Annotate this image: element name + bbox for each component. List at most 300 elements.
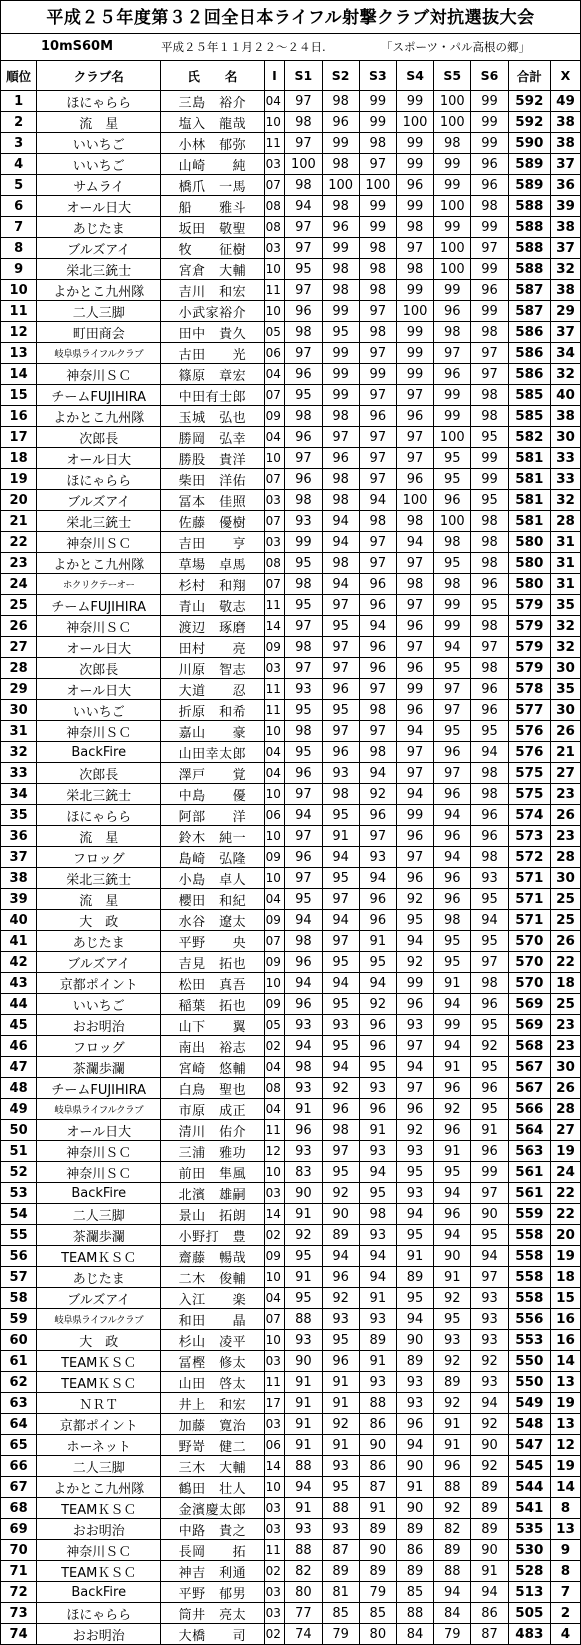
rank-cell: 53	[1, 1183, 37, 1204]
total-cell: 535	[508, 1519, 550, 1540]
code-cell: 09	[264, 994, 285, 1015]
code-cell: 07	[264, 175, 285, 196]
s6-cell: 99	[471, 112, 508, 133]
s5-cell: 100	[434, 427, 471, 448]
s3-cell: 94	[359, 973, 396, 994]
x-count-cell: 12	[550, 1435, 580, 1456]
code-cell: 04	[264, 1099, 285, 1120]
total-cell: 570	[508, 973, 550, 994]
club-cell: オール日大	[37, 637, 161, 658]
s3-cell: 99	[359, 196, 396, 217]
s3-cell: 99	[359, 217, 396, 238]
code-cell: 10	[264, 973, 285, 994]
club-cell: TEAMＫＳＣ	[37, 1351, 161, 1372]
x-count-cell: 30	[550, 658, 580, 679]
total-cell: 588	[508, 259, 550, 280]
s1-cell: 94	[285, 910, 322, 931]
rank-cell: 37	[1, 847, 37, 868]
s1-cell: 93	[285, 511, 322, 532]
s6-cell: 99	[471, 133, 508, 154]
club-cell: 京都ポイント	[37, 1414, 161, 1435]
x-count-cell: 13	[550, 1414, 580, 1435]
rank-cell: 63	[1, 1393, 37, 1414]
s3-cell: 94	[359, 490, 396, 511]
s3-cell: 99	[359, 364, 396, 385]
s5-cell: 91	[434, 1057, 471, 1078]
s5-cell: 79	[434, 1624, 471, 1645]
table-row	[1, 301, 581, 322]
header-x: X	[550, 61, 580, 91]
s3-cell: 98	[359, 700, 396, 721]
s6-cell: 94	[471, 910, 508, 931]
x-count-cell: 32	[550, 259, 580, 280]
s3-cell: 98	[359, 133, 396, 154]
s6-cell: 99	[471, 301, 508, 322]
table-row	[1, 406, 581, 427]
shooter-name-cell: 大道 忍	[161, 679, 264, 700]
s2-cell: 94	[322, 511, 359, 532]
table-row	[1, 994, 581, 1015]
code-cell: 10	[264, 721, 285, 742]
x-count-cell: 38	[550, 112, 580, 133]
code-cell: 02	[264, 1561, 285, 1582]
table-row	[1, 196, 581, 217]
code-cell: 03	[264, 1498, 285, 1519]
code-cell: 17	[264, 1393, 285, 1414]
shooter-name-cell: 橋爪 一馬	[161, 175, 264, 196]
s3-cell: 97	[359, 721, 396, 742]
s5-cell: 96	[434, 826, 471, 847]
s1-cell: 93	[285, 1519, 322, 1540]
code-cell: 08	[264, 1078, 285, 1099]
s3-cell: 96	[359, 658, 396, 679]
table-row	[1, 364, 581, 385]
x-count-cell: 19	[550, 1456, 580, 1477]
s1-cell: 96	[285, 1120, 322, 1141]
s5-cell: 96	[434, 1456, 471, 1477]
event-dates: 平成２５年１１月２２～２４日.	[161, 40, 326, 54]
s1-cell: 97	[285, 238, 322, 259]
s5-cell: 82	[434, 1519, 471, 1540]
table-row	[1, 805, 581, 826]
s5-cell: 96	[434, 490, 471, 511]
s5-cell: 99	[434, 154, 471, 175]
s5-cell: 95	[434, 1309, 471, 1330]
shooter-name-cell: 小野打 豊	[161, 1225, 264, 1246]
s3-cell: 91	[359, 1288, 396, 1309]
s3-cell: 96	[359, 637, 396, 658]
total-cell: 588	[508, 238, 550, 259]
x-count-cell: 23	[550, 784, 580, 805]
s3-cell: 99	[359, 112, 396, 133]
x-count-cell: 26	[550, 721, 580, 742]
s6-cell: 87	[471, 1624, 508, 1645]
s3-cell: 100	[359, 175, 396, 196]
s1-cell: 94	[285, 1477, 322, 1498]
shooter-name-cell: 南出 裕志	[161, 1036, 264, 1057]
s3-cell: 96	[359, 1099, 396, 1120]
s3-cell: 96	[359, 805, 396, 826]
s5-cell: 98	[434, 133, 471, 154]
x-count-cell: 23	[550, 1036, 580, 1057]
s4-cell: 94	[396, 1309, 433, 1330]
s1-cell: 98	[285, 637, 322, 658]
total-cell: 571	[508, 889, 550, 910]
s5-cell: 95	[434, 658, 471, 679]
shooter-name-cell: 山下 翼	[161, 1015, 264, 1036]
s3-cell: 86	[359, 1456, 396, 1477]
rank-cell: 64	[1, 1414, 37, 1435]
s6-cell: 93	[471, 1309, 508, 1330]
club-cell: チームFUJIHIRA	[37, 1078, 161, 1099]
club-cell: 神奈川ＳＣ	[37, 616, 161, 637]
s2-cell: 94	[322, 910, 359, 931]
s3-cell: 89	[359, 1330, 396, 1351]
table-row	[1, 469, 581, 490]
s5-cell: 100	[434, 196, 471, 217]
s6-cell: 96	[471, 805, 508, 826]
s1-cell: 98	[285, 406, 322, 427]
s5-cell: 94	[434, 994, 471, 1015]
total-cell: 569	[508, 1015, 550, 1036]
s3-cell: 97	[359, 448, 396, 469]
x-count-cell: 30	[550, 700, 580, 721]
table-row	[1, 952, 581, 973]
s2-cell: 92	[322, 1288, 359, 1309]
s2-cell: 96	[322, 679, 359, 700]
total-cell: 558	[508, 1225, 550, 1246]
rank-cell: 55	[1, 1225, 37, 1246]
s6-cell: 97	[471, 1267, 508, 1288]
s5-cell: 97	[434, 343, 471, 364]
rank-cell: 44	[1, 994, 37, 1015]
code-cell: 10	[264, 1330, 285, 1351]
table-row	[1, 490, 581, 511]
rank-cell: 46	[1, 1036, 37, 1057]
s3-cell: 93	[359, 1078, 396, 1099]
s3-cell: 93	[359, 1225, 396, 1246]
s4-cell: 93	[396, 1183, 433, 1204]
s1-cell: 97	[285, 91, 322, 112]
s1-cell: 92	[285, 1225, 322, 1246]
s2-cell: 96	[322, 1099, 359, 1120]
rank-cell: 23	[1, 553, 37, 574]
code-cell: 10	[264, 1477, 285, 1498]
s4-cell: 95	[396, 1162, 433, 1183]
s5-cell: 89	[434, 1540, 471, 1561]
shooter-name-cell: 牧 征樹	[161, 238, 264, 259]
shooter-name-cell: 入江 楽	[161, 1288, 264, 1309]
s1-cell: 96	[285, 469, 322, 490]
shooter-name-cell: 田村 亮	[161, 637, 264, 658]
s3-cell: 80	[359, 1624, 396, 1645]
s1-cell: 91	[285, 1414, 322, 1435]
table-row	[1, 1057, 581, 1078]
results-body	[1, 91, 581, 1645]
code-cell: 08	[264, 196, 285, 217]
s4-cell: 95	[396, 910, 433, 931]
s6-cell: 89	[471, 1519, 508, 1540]
x-count-cell: 4	[550, 1624, 580, 1645]
total-cell: 588	[508, 196, 550, 217]
s6-cell: 97	[471, 364, 508, 385]
s4-cell: 98	[396, 217, 433, 238]
s3-cell: 93	[359, 1309, 396, 1330]
x-count-cell: 16	[550, 1330, 580, 1351]
s3-cell: 91	[359, 1120, 396, 1141]
s2-cell: 98	[322, 1120, 359, 1141]
s4-cell: 90	[396, 1456, 433, 1477]
x-count-cell: 20	[550, 1225, 580, 1246]
x-count-cell: 30	[550, 1057, 580, 1078]
table-row	[1, 1183, 581, 1204]
s4-cell: 94	[396, 1435, 433, 1456]
x-count-cell: 30	[550, 427, 580, 448]
s3-cell: 97	[359, 343, 396, 364]
club-cell: 大 政	[37, 1330, 161, 1351]
s5-cell: 93	[434, 1330, 471, 1351]
s6-cell: 96	[471, 826, 508, 847]
club-cell: ＮＲＴ	[37, 1393, 161, 1414]
code-cell: 03	[264, 154, 285, 175]
s1-cell: 90	[285, 1351, 322, 1372]
total-cell: 563	[508, 1141, 550, 1162]
s1-cell: 98	[285, 175, 322, 196]
s4-cell: 98	[396, 574, 433, 595]
s4-cell: 99	[396, 280, 433, 301]
shooter-name-cell: 山崎 純	[161, 154, 264, 175]
s6-cell: 92	[471, 1036, 508, 1057]
s6-cell: 99	[471, 1162, 508, 1183]
results-table	[0, 60, 581, 1645]
code-cell: 09	[264, 952, 285, 973]
total-cell: 550	[508, 1372, 550, 1393]
s1-cell: 82	[285, 1561, 322, 1582]
s3-cell: 99	[359, 91, 396, 112]
club-cell: オール日大	[37, 196, 161, 217]
s5-cell: 100	[434, 91, 471, 112]
s1-cell: 96	[285, 763, 322, 784]
shooter-name-cell: 稲葉 拓也	[161, 994, 264, 1015]
club-cell: BackFire	[37, 742, 161, 763]
total-cell: 576	[508, 721, 550, 742]
code-cell: 09	[264, 910, 285, 931]
s5-cell: 96	[434, 1078, 471, 1099]
x-count-cell: 18	[550, 973, 580, 994]
rank-cell: 25	[1, 595, 37, 616]
club-cell: 流 星	[37, 826, 161, 847]
code-cell: 03	[264, 1603, 285, 1624]
total-cell: 559	[508, 1204, 550, 1225]
s3-cell: 88	[359, 1393, 396, 1414]
x-count-cell: 26	[550, 805, 580, 826]
s2-cell: 98	[322, 553, 359, 574]
s4-cell: 99	[396, 973, 433, 994]
shooter-name-cell: 船 雅斗	[161, 196, 264, 217]
s1-cell: 96	[285, 952, 322, 973]
s4-cell: 97	[396, 742, 433, 763]
s1-cell: 91	[285, 1099, 322, 1120]
s6-cell: 89	[471, 1477, 508, 1498]
total-cell: 568	[508, 1036, 550, 1057]
s5-cell: 96	[434, 868, 471, 889]
club-cell: いいちご	[37, 133, 161, 154]
s4-cell: 84	[396, 1624, 433, 1645]
s3-cell: 98	[359, 511, 396, 532]
table-row	[1, 1288, 581, 1309]
s5-cell: 94	[434, 637, 471, 658]
s4-cell: 91	[396, 1246, 433, 1267]
s5-cell: 97	[434, 700, 471, 721]
x-count-cell: 37	[550, 322, 580, 343]
s6-cell: 92	[471, 1351, 508, 1372]
club-cell: 次郎長	[37, 427, 161, 448]
table-row	[1, 910, 581, 931]
shooter-name-cell: 吉見 拓也	[161, 952, 264, 973]
rank-cell: 73	[1, 1603, 37, 1624]
rank-cell: 6	[1, 196, 37, 217]
s1-cell: 95	[285, 553, 322, 574]
s6-cell: 95	[471, 931, 508, 952]
rank-cell: 71	[1, 1561, 37, 1582]
table-row	[1, 112, 581, 133]
code-cell: 14	[264, 616, 285, 637]
s6-cell: 94	[471, 742, 508, 763]
shooter-name-cell: 吉川 和宏	[161, 280, 264, 301]
s3-cell: 85	[359, 1603, 396, 1624]
x-count-cell: 22	[550, 952, 580, 973]
s3-cell: 97	[359, 301, 396, 322]
s5-cell: 97	[434, 679, 471, 700]
rank-cell: 67	[1, 1477, 37, 1498]
table-row	[1, 217, 581, 238]
x-count-cell: 36	[550, 175, 580, 196]
s5-cell: 99	[434, 175, 471, 196]
club-cell: ブルズアイ	[37, 490, 161, 511]
s4-cell: 93	[396, 1372, 433, 1393]
s6-cell: 90	[471, 1204, 508, 1225]
table-row	[1, 1309, 581, 1330]
code-cell: 10	[264, 301, 285, 322]
club-cell: 二人三脚	[37, 1204, 161, 1225]
s1-cell: 96	[285, 301, 322, 322]
code-cell: 04	[264, 763, 285, 784]
club-cell: おお明治	[37, 1624, 161, 1645]
rank-cell: 61	[1, 1351, 37, 1372]
s3-cell: 94	[359, 868, 396, 889]
s4-cell: 88	[396, 1603, 433, 1624]
s2-cell: 79	[322, 1624, 359, 1645]
s4-cell: 98	[396, 511, 433, 532]
club-cell: 二人三脚	[37, 1456, 161, 1477]
s4-cell: 97	[396, 847, 433, 868]
s3-cell: 92	[359, 784, 396, 805]
s1-cell: 91	[285, 1435, 322, 1456]
s2-cell: 91	[322, 826, 359, 847]
x-count-cell: 27	[550, 1120, 580, 1141]
s1-cell: 91	[285, 1393, 322, 1414]
s1-cell: 98	[285, 112, 322, 133]
total-cell: 561	[508, 1162, 550, 1183]
table-row	[1, 784, 581, 805]
shooter-name-cell: 井上 和宏	[161, 1393, 264, 1414]
x-count-cell: 9	[550, 1540, 580, 1561]
table-row	[1, 175, 581, 196]
table-row	[1, 1540, 581, 1561]
s3-cell: 96	[359, 574, 396, 595]
total-cell: 571	[508, 910, 550, 931]
total-cell: 505	[508, 1603, 550, 1624]
code-cell: 03	[264, 532, 285, 553]
s4-cell: 97	[396, 1078, 433, 1099]
s2-cell: 81	[322, 1582, 359, 1603]
x-count-cell: 18	[550, 1267, 580, 1288]
s1-cell: 91	[285, 1498, 322, 1519]
table-row	[1, 1477, 581, 1498]
s5-cell: 99	[434, 385, 471, 406]
s6-cell: 89	[471, 1498, 508, 1519]
x-count-cell: 21	[550, 742, 580, 763]
s6-cell: 95	[471, 889, 508, 910]
shooter-name-cell: 杉山 凌平	[161, 1330, 264, 1351]
code-cell: 03	[264, 1582, 285, 1603]
shooter-name-cell: 齋藤 暢哉	[161, 1246, 264, 1267]
code-cell: 10	[264, 784, 285, 805]
x-count-cell: 28	[550, 511, 580, 532]
s5-cell: 92	[434, 1288, 471, 1309]
s1-cell: 94	[285, 1036, 322, 1057]
s5-cell: 99	[434, 595, 471, 616]
s1-cell: 95	[285, 1246, 322, 1267]
s6-cell: 91	[471, 1561, 508, 1582]
s2-cell: 94	[322, 532, 359, 553]
s6-cell: 98	[471, 511, 508, 532]
x-count-cell: 26	[550, 1078, 580, 1099]
code-cell: 03	[264, 1519, 285, 1540]
s3-cell: 95	[359, 1183, 396, 1204]
table-row	[1, 280, 581, 301]
total-cell: 528	[508, 1561, 550, 1582]
s3-cell: 91	[359, 931, 396, 952]
x-count-cell: 27	[550, 763, 580, 784]
shooter-name-cell: 二木 俊輔	[161, 1267, 264, 1288]
s2-cell: 95	[322, 1162, 359, 1183]
s4-cell: 96	[396, 826, 433, 847]
table-row	[1, 1078, 581, 1099]
s2-cell: 96	[322, 112, 359, 133]
shooter-name-cell: 冨樫 修太	[161, 1351, 264, 1372]
s6-cell: 94	[471, 1393, 508, 1414]
rank-cell: 33	[1, 763, 37, 784]
table-row	[1, 1267, 581, 1288]
s4-cell: 95	[396, 1225, 433, 1246]
shooter-name-cell: 三木 大輔	[161, 1456, 264, 1477]
table-row	[1, 889, 581, 910]
s3-cell: 90	[359, 1540, 396, 1561]
s2-cell: 92	[322, 1414, 359, 1435]
table-row	[1, 1162, 581, 1183]
s5-cell: 98	[434, 574, 471, 595]
x-count-cell: 38	[550, 133, 580, 154]
s2-cell: 92	[322, 1183, 359, 1204]
s2-cell: 98	[322, 259, 359, 280]
x-count-cell: 22	[550, 1183, 580, 1204]
shooter-name-cell: 草場 卓馬	[161, 553, 264, 574]
total-cell: 579	[508, 658, 550, 679]
shooter-name-cell: 古田 光	[161, 343, 264, 364]
x-count-cell: 32	[550, 364, 580, 385]
rank-cell: 45	[1, 1015, 37, 1036]
